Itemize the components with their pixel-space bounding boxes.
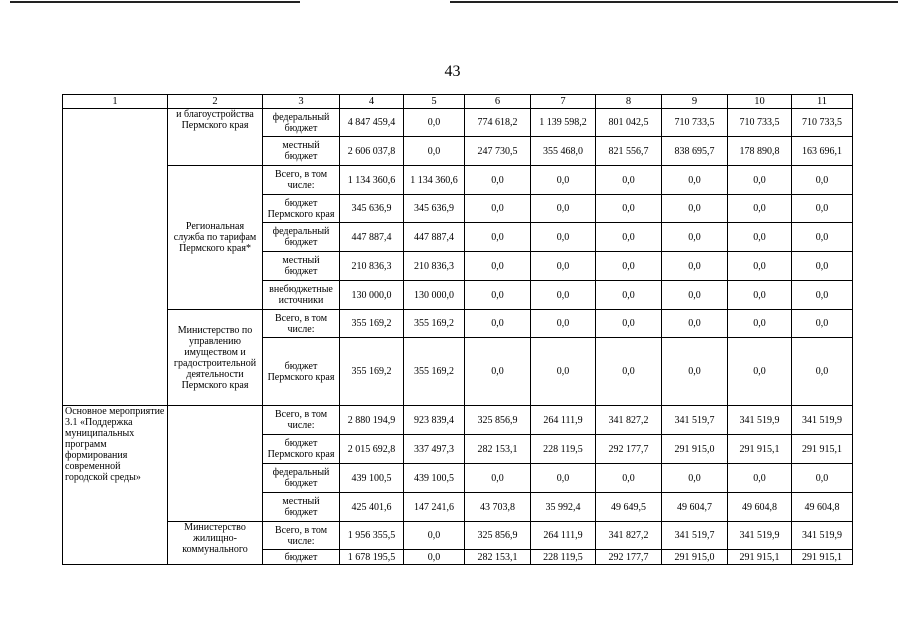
value-cell: 264 111,9	[531, 406, 596, 435]
value-cell: 0,0	[404, 522, 465, 550]
header-cell: 2	[168, 95, 263, 109]
header-cell: 7	[531, 95, 596, 109]
value-cell: 341 519,7	[662, 522, 728, 550]
top-rule-left	[10, 1, 300, 3]
value-cell: 147 241,6	[404, 493, 465, 522]
value-cell: 0,0	[465, 195, 531, 223]
header-cell: 10	[728, 95, 792, 109]
empty-cell	[63, 109, 168, 406]
value-cell: 425 401,6	[340, 493, 404, 522]
value-cell: 0,0	[465, 338, 531, 406]
value-cell: 292 177,7	[596, 550, 662, 565]
value-cell: 4 847 459,4	[340, 109, 404, 137]
value-cell: 2 606 037,8	[340, 137, 404, 166]
value-cell: 49 649,5	[596, 493, 662, 522]
funding-source: Всего, в том числе:	[263, 406, 340, 435]
value-cell: 292 177,7	[596, 435, 662, 464]
org-name: Региональная служба по тарифам Пермского края*	[168, 166, 263, 310]
activity-name: Основное мероприятие 3.1 «Поддержка муниципальных программ формирования современной городской среды»	[63, 406, 168, 565]
value-cell: 341 827,2	[596, 522, 662, 550]
value-cell: 341 519,9	[792, 522, 853, 550]
header-cell: 11	[792, 95, 853, 109]
value-cell: 291 915,1	[792, 550, 853, 565]
value-cell: 0,0	[728, 310, 792, 338]
org-name: Министерство по управлению имуществом и градостроительной деятельности Пермского края	[168, 310, 263, 406]
budget-table	[62, 94, 853, 565]
header-cell: 4	[340, 95, 404, 109]
value-cell: 0,0	[728, 195, 792, 223]
value-cell: 0,0	[728, 252, 792, 281]
value-cell: 355 169,2	[340, 338, 404, 406]
value-cell: 291 915,0	[662, 435, 728, 464]
value-cell: 0,0	[531, 310, 596, 338]
value-cell: 325 856,9	[465, 406, 531, 435]
value-cell: 710 733,5	[792, 109, 853, 137]
value-cell: 801 042,5	[596, 109, 662, 137]
value-cell: 0,0	[596, 464, 662, 493]
value-cell: 228 119,5	[531, 435, 596, 464]
value-cell: 282 153,1	[465, 550, 531, 565]
value-cell: 0,0	[728, 281, 792, 310]
value-cell: 0,0	[596, 195, 662, 223]
value-cell: 0,0	[792, 166, 853, 195]
value-cell: 341 519,9	[792, 406, 853, 435]
value-cell: 1 678 195,5	[340, 550, 404, 565]
value-cell: 291 915,1	[728, 435, 792, 464]
value-cell: 355 169,2	[404, 310, 465, 338]
value-cell: 447 887,4	[340, 223, 404, 252]
value-cell: 0,0	[404, 137, 465, 166]
value-cell: 0,0	[465, 310, 531, 338]
value-cell: 447 887,4	[404, 223, 465, 252]
value-cell: 0,0	[662, 464, 728, 493]
table-row	[63, 166, 853, 195]
value-cell: 0,0	[728, 166, 792, 195]
value-cell: 0,0	[792, 223, 853, 252]
funding-source: местный бюджет	[263, 252, 340, 281]
value-cell: 0,0	[728, 223, 792, 252]
funding-source: федеральный бюджет	[263, 109, 340, 137]
value-cell: 282 153,1	[465, 435, 531, 464]
value-cell: 0,0	[596, 310, 662, 338]
value-cell: 0,0	[465, 166, 531, 195]
value-cell: 178 890,8	[728, 137, 792, 166]
funding-source: Всего, в том числе:	[263, 522, 340, 550]
funding-source: внебюджетные источники	[263, 281, 340, 310]
value-cell: 325 856,9	[465, 522, 531, 550]
value-cell: 439 100,5	[404, 464, 465, 493]
value-cell: 341 519,9	[728, 406, 792, 435]
value-cell: 0,0	[531, 223, 596, 252]
value-cell: 0,0	[531, 166, 596, 195]
value-cell: 355 468,0	[531, 137, 596, 166]
value-cell: 0,0	[531, 252, 596, 281]
funding-source: бюджет Пермского края	[263, 338, 340, 406]
value-cell: 337 497,3	[404, 435, 465, 464]
value-cell: 49 604,8	[792, 493, 853, 522]
header-cell: 8	[596, 95, 662, 109]
header-cell: 5	[404, 95, 465, 109]
value-cell: 210 836,3	[404, 252, 465, 281]
empty-cell	[168, 406, 263, 522]
value-cell: 355 169,2	[404, 338, 465, 406]
value-cell: 0,0	[792, 195, 853, 223]
value-cell: 710 733,5	[662, 109, 728, 137]
value-cell: 163 696,1	[792, 137, 853, 166]
value-cell: 291 915,1	[792, 435, 853, 464]
value-cell: 2 015 692,8	[340, 435, 404, 464]
value-cell: 0,0	[596, 338, 662, 406]
value-cell: 439 100,5	[340, 464, 404, 493]
header-cell: 3	[263, 95, 340, 109]
value-cell: 0,0	[465, 223, 531, 252]
value-cell: 0,0	[792, 464, 853, 493]
value-cell: 0,0	[662, 338, 728, 406]
value-cell: 0,0	[404, 550, 465, 565]
value-cell: 0,0	[662, 195, 728, 223]
value-cell: 0,0	[531, 338, 596, 406]
value-cell: 49 604,8	[728, 493, 792, 522]
table-row	[63, 109, 853, 137]
value-cell: 0,0	[465, 464, 531, 493]
funding-source: местный бюджет	[263, 137, 340, 166]
value-cell: 0,0	[662, 252, 728, 281]
value-cell: 1 134 360,6	[404, 166, 465, 195]
value-cell: 0,0	[728, 464, 792, 493]
value-cell: 130 000,0	[340, 281, 404, 310]
value-cell: 0,0	[792, 310, 853, 338]
value-cell: 0,0	[792, 252, 853, 281]
page-number: 43	[444, 63, 461, 80]
funding-source: бюджет	[263, 550, 340, 565]
funding-source: бюджет Пермского края	[263, 195, 340, 223]
funding-source: Всего, в том числе:	[263, 166, 340, 195]
table-row	[63, 310, 853, 338]
value-cell: 923 839,4	[404, 406, 465, 435]
value-cell: 0,0	[596, 281, 662, 310]
funding-source: бюджет Пермского края	[263, 435, 340, 464]
value-cell: 355 169,2	[340, 310, 404, 338]
value-cell: 0,0	[662, 281, 728, 310]
value-cell: 1 139 598,2	[531, 109, 596, 137]
value-cell: 0,0	[728, 338, 792, 406]
value-cell: 130 000,0	[404, 281, 465, 310]
header-cell: 9	[662, 95, 728, 109]
value-cell: 774 618,2	[465, 109, 531, 137]
value-cell: 1 134 360,6	[340, 166, 404, 195]
value-cell: 228 119,5	[531, 550, 596, 565]
value-cell: 0,0	[662, 310, 728, 338]
value-cell: 0,0	[662, 223, 728, 252]
value-cell: 0,0	[465, 281, 531, 310]
value-cell: 0,0	[596, 223, 662, 252]
value-cell: 0,0	[596, 166, 662, 195]
header-row	[63, 95, 853, 109]
value-cell: 49 604,7	[662, 493, 728, 522]
value-cell: 821 556,7	[596, 137, 662, 166]
table-row	[63, 522, 853, 550]
value-cell: 0,0	[531, 464, 596, 493]
value-cell: 247 730,5	[465, 137, 531, 166]
value-cell: 264 111,9	[531, 522, 596, 550]
table-row	[63, 406, 853, 435]
value-cell: 1 956 355,5	[340, 522, 404, 550]
header-cell: 6	[465, 95, 531, 109]
value-cell: 0,0	[662, 166, 728, 195]
value-cell: 0,0	[596, 252, 662, 281]
funding-source: местный бюджет	[263, 493, 340, 522]
value-cell: 341 519,7	[662, 406, 728, 435]
value-cell: 0,0	[792, 338, 853, 406]
org-name: Министерство жилищно-коммунального	[168, 522, 263, 565]
value-cell: 2 880 194,9	[340, 406, 404, 435]
value-cell: 710 733,5	[728, 109, 792, 137]
top-rule-right	[450, 1, 898, 3]
value-cell: 35 992,4	[531, 493, 596, 522]
value-cell: 0,0	[792, 281, 853, 310]
value-cell: 345 636,9	[404, 195, 465, 223]
value-cell: 838 695,7	[662, 137, 728, 166]
org-name: и благоустройства Пермского края	[168, 109, 263, 166]
funding-source: Всего, в том числе:	[263, 310, 340, 338]
value-cell: 0,0	[531, 195, 596, 223]
value-cell: 341 827,2	[596, 406, 662, 435]
value-cell: 341 519,9	[728, 522, 792, 550]
value-cell: 291 915,0	[662, 550, 728, 565]
value-cell: 0,0	[531, 281, 596, 310]
value-cell: 43 703,8	[465, 493, 531, 522]
value-cell: 345 636,9	[340, 195, 404, 223]
value-cell: 0,0	[404, 109, 465, 137]
value-cell: 0,0	[465, 252, 531, 281]
value-cell: 291 915,1	[728, 550, 792, 565]
funding-source: федеральный бюджет	[263, 464, 340, 493]
header-cell: 1	[63, 95, 168, 109]
funding-source: федеральный бюджет	[263, 223, 340, 252]
value-cell: 210 836,3	[340, 252, 404, 281]
